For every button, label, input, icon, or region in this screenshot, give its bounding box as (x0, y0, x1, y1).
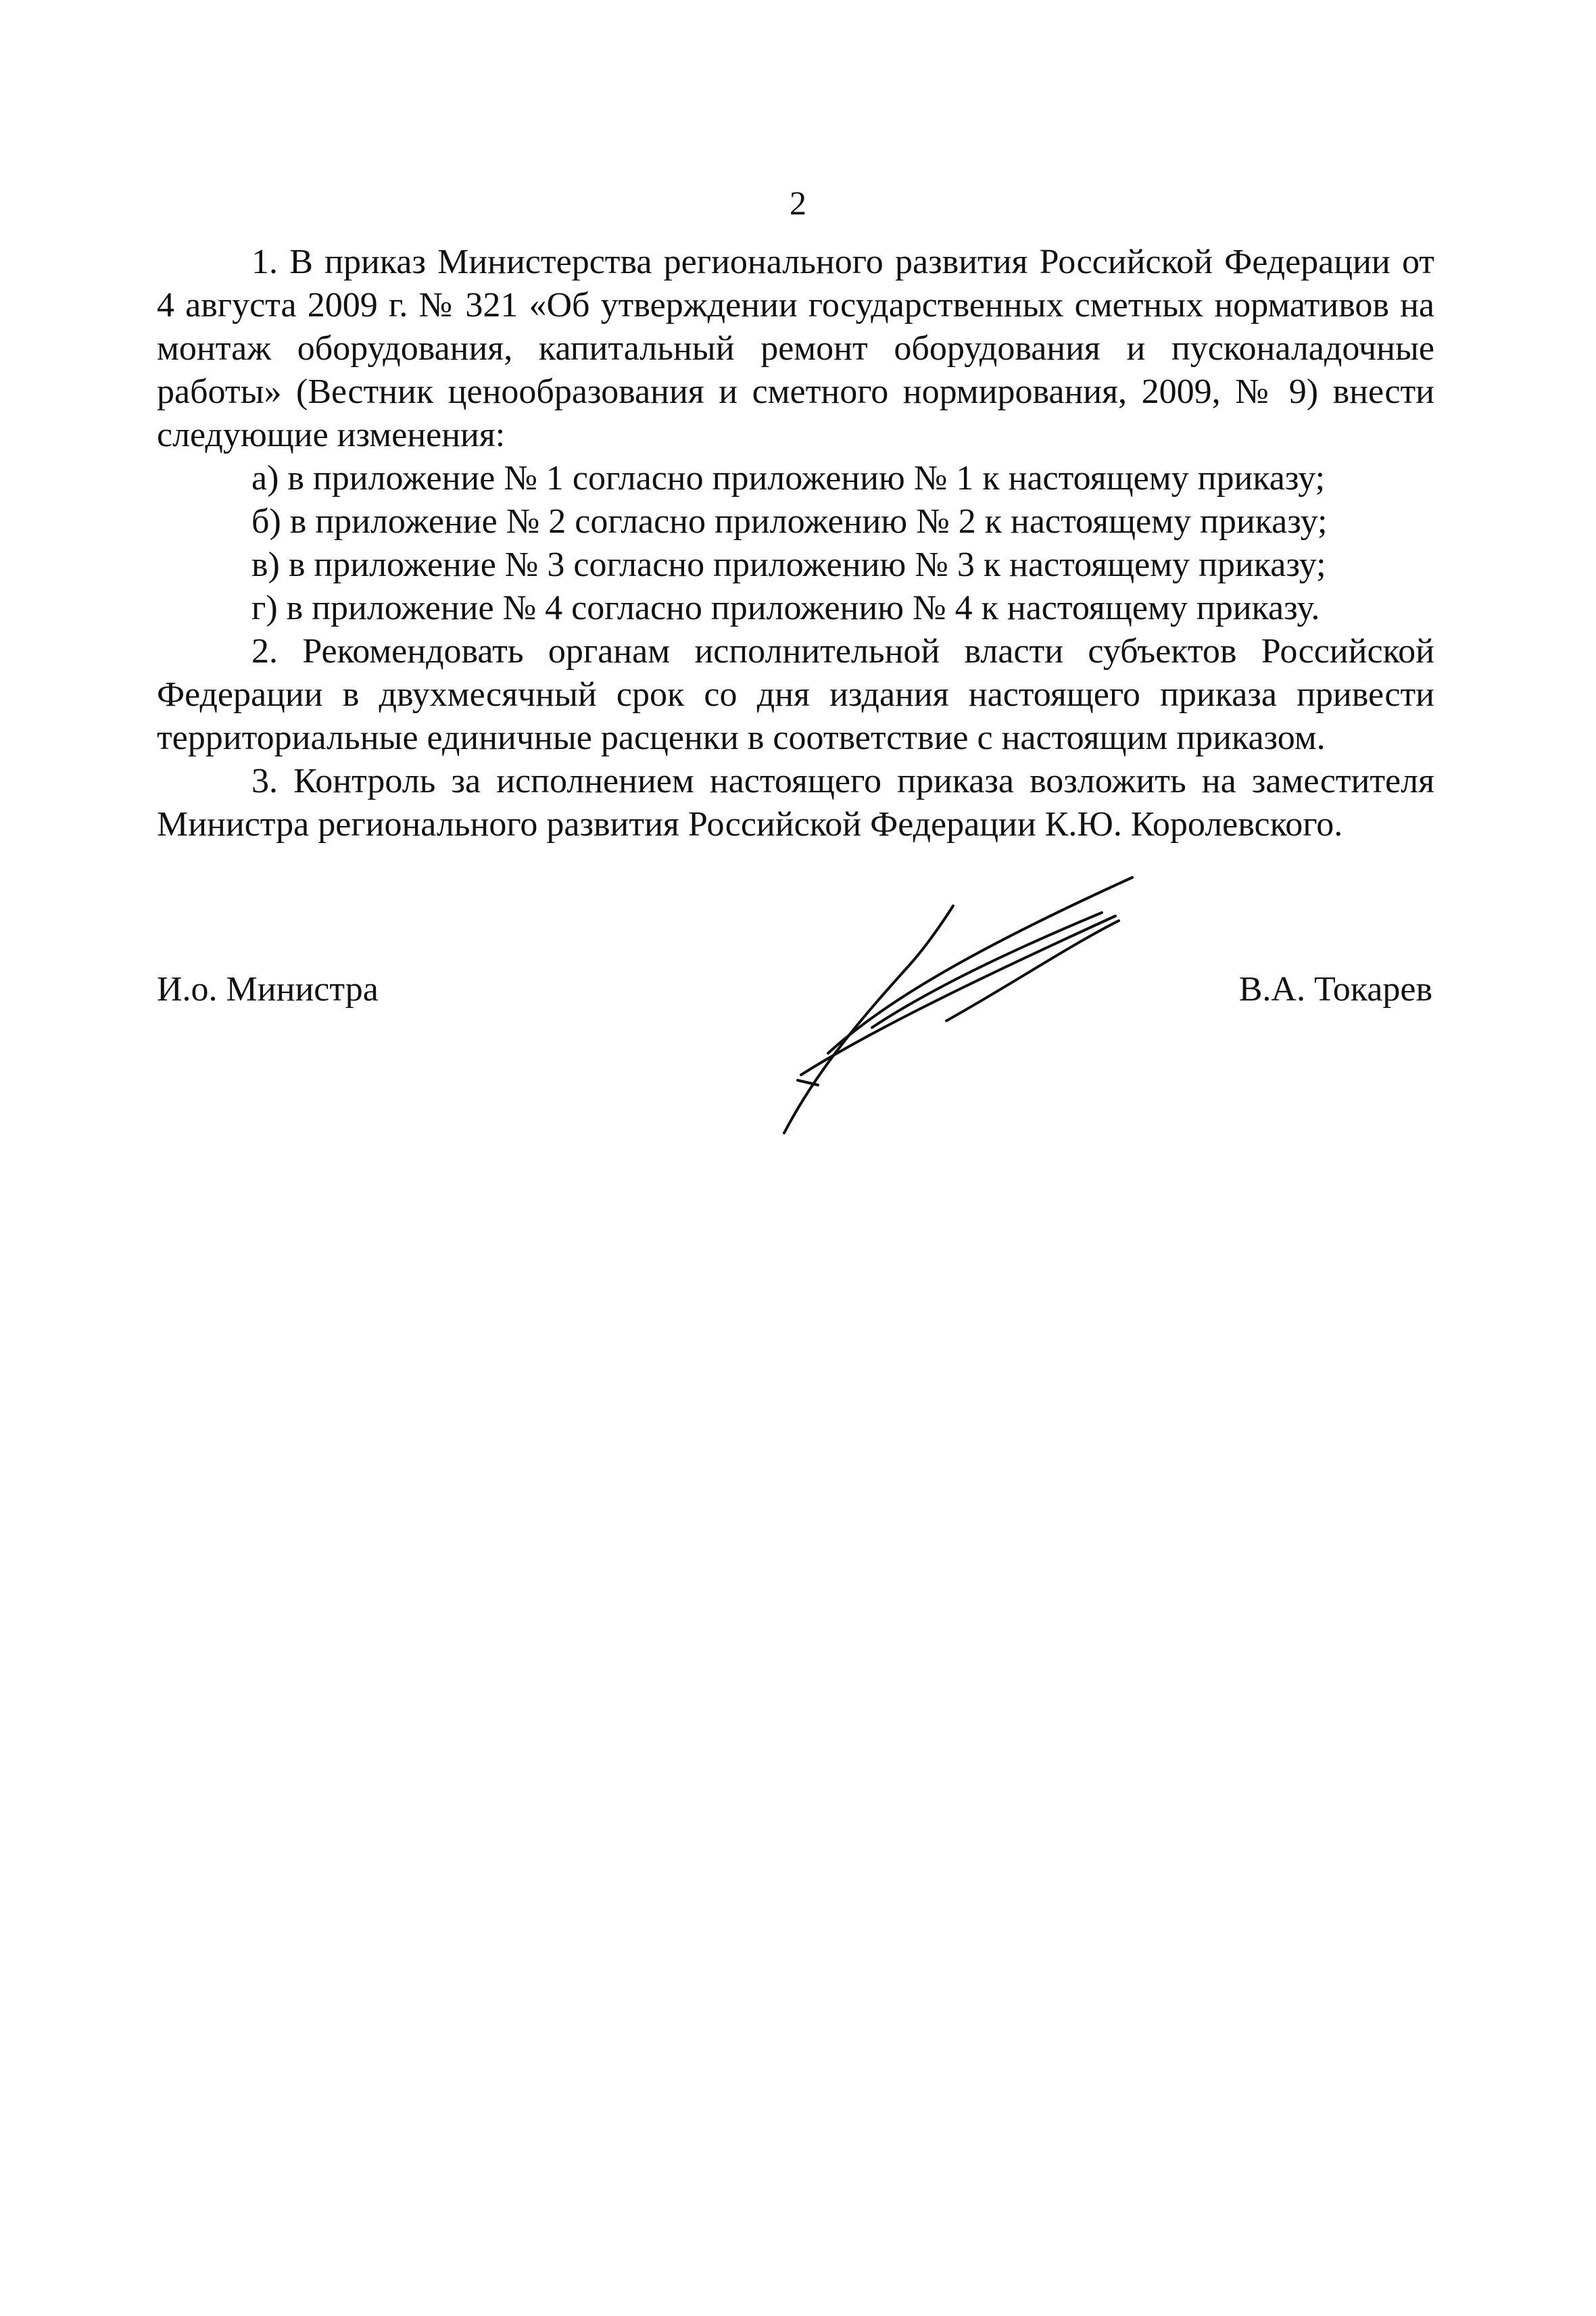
paragraph-2: 2. Рекомендовать органам исполнительной власти субъектов Российской Федерации в двухмесячный срок со дня издания настоящего приказа привести территориальные единичные расценки в соответствие с настоящим приказом. (157, 632, 1434, 757)
handwritten-signature (764, 865, 1156, 1149)
signatory-position: И.о. Министра (157, 970, 379, 1009)
document-body (157, 241, 1434, 846)
signatory-name: В.А. Токарев (1238, 970, 1432, 1009)
subitem-a: а) в приложение № 1 согласно приложению № 1 к настоящему приказу; (251, 459, 1326, 498)
subitem-c: в) в приложение № 3 согласно приложению № 3 к настоящему приказу; (251, 546, 1326, 584)
subitem-b: б) в приложение № 2 согласно приложению № 2 к настоящему приказу; (251, 502, 1328, 541)
paragraph-1: 1. В приказ Министерства регионального развития Российской Федерации от 4 августа 2009 г. № 321 «Об утверждении государственных сметных нормативов на монтаж оборудования, капитальный ремонт оборудования и пусконаладочные работы» (Вестник ценообразования и сметного нормирования, 2009, № 9) внести следующие изменения: (157, 243, 1434, 454)
paragraph-3: 3. Контроль за исполнением настоящего приказа возложить на заместителя Министра регионального развития Российской Федерации К.Ю. Королевского. (157, 762, 1434, 844)
subitem-d: г) в приложение № 4 согласно приложению № 4 к настоящему приказу. (251, 589, 1320, 627)
page-number: 2 (790, 184, 806, 222)
